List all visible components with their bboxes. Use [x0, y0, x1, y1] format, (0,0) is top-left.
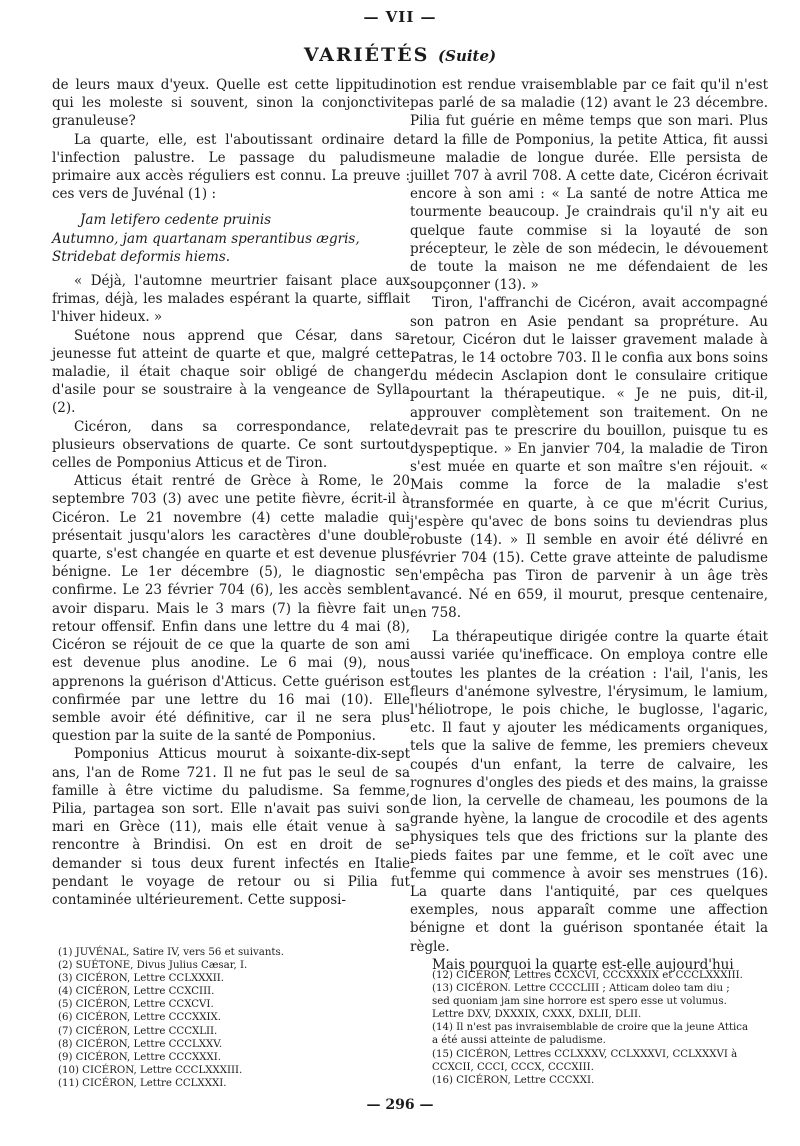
footnote: (3) CICÉRON, Lettre CCLXXXII. [58, 973, 224, 985]
footnote: (5) CICÉRON, Lettre CCXCVI. [58, 999, 214, 1011]
roman-page-number: — VII — [363, 8, 437, 26]
paragraph: La thérapeutique dirigée contre la quarte était aussi variée qu'inefficace. On employa contre elle toutes les plantes de la création : l'ail, l'anis, les fleurs d'anémone sylvestre, l'érysimum, le lamium, l'héliotrope, le pois chiche, le buglosse, l'agaric, etc. Il faut y ajouter les médicaments organiques, tels que la salive de femme, les premiers cheveux coupés d'un enfant, la terre de calvaire, les rognures d'ongles des pieds et des mains, la graisse de lion, la cervelle de chameau, les poumons de la grande hyène, la langue de crocodile et des agents physiques tels que des frictions sur la plante des pieds faites par une femme, et le coït avec une femme qui commence à avoir ses menstrues (16). La quarte dans l'antiquité, par ces quelques exemples, nous apparaît comme une affection bénigne et dont la guérison spontanée était la règle. [410, 629, 768, 955]
footnote: (8) CICÉRON, Lettre CCCLXXV. [58, 1038, 223, 1050]
footnotes-left [58, 946, 388, 1090]
footnote: (7) CICÉRON, Lettre CCCXLII. [58, 1025, 218, 1037]
footnote: (2) SUÉTONE, Divus Julius Cæsar, I. [58, 960, 248, 972]
paragraph: « Déjà, l'automne meurtrier faisant place aux frimas, déjà, les malades espérant la quarte, sifflait l'hiver hideux. » [52, 273, 410, 326]
title-text: VARIÉTÉS [303, 44, 430, 66]
footnote: (13) CICÉRON. Lettre CCCCLIII ; Atticam doleo tam diu ; sed quoniam jam sine horrore est spero esse ut volumus. Lettre DXV, DXXXIX, CXXX, DXLII, DLII. [432, 983, 730, 1021]
footnote: (1) JUVÉNAL, Satire IV, vers 56 et suivants. [58, 947, 284, 958]
paragraph: de leurs maux d'yeux. Quelle est cette lippitudino qui les moleste si souvent, sinon la conjonctivite granuleuse? [52, 77, 410, 130]
verse-line: Stridebat deformis hiems. [52, 248, 231, 265]
paragraph: Tiron, l'affranchi de Cicéron, avait accompagné son patron en Asie pendant sa propréture. Au retour, Cicéron dut le laisser gravement malade à Patras, le 14 octobre 703. Il le confia aux bons soins du médecin Asclapion dont le consulaire critique pourtant la thérapeutique. « Je ne puis, dit-il, approuver complètement son traitement. On ne devrait pas te prescrire du bouillon, puisque tu es dyspeptique. » En janvier 704, la maladie de Tiron s'est muée en quarte et son maître s'en réjouit. « Mais comme la force de la maladie s'est transformée en quarte, à ce que m'écrit Curius, j'espère qu'avec de bons soins tu deviendras plus robuste (14). » Il semble en avoir été délivré en février 704 (15). Cette grave atteinte de paludisme n'empêcha pas Tiron de parvenir à un âge très avancé. Né en 659, il mourut, presque centenaire, en 758. [410, 295, 768, 621]
footnote: (16) CICÉRON, Lettre CCCXXI. [432, 1074, 595, 1086]
latin-verse [52, 211, 410, 266]
page-number: — 296 — [366, 1097, 434, 1113]
footnote: (11) CICÉRON, Lettre CCLXXXI. [58, 1077, 227, 1089]
paragraph: Suétone nous apprend que César, dans sa jeunesse fut atteint de quarte et que, malgré cette maladie, il était chaque soir obligé de changer d'asile pour se soustraire à la vengeance de Sylla (2). [52, 327, 410, 417]
paragraph: La quarte, elle, est l'aboutissant ordinaire de l'infection palustre. Le passage du paludisme primaire aux accès réguliers est connu. La preuve : ces vers de Juvénal (1) : [52, 131, 410, 203]
paragraph: Pomponius Atticus mourut à soixante-dix-sept ans, l'an de Rome 721. Il ne fut pas le seul de sa famille à être victime du paludisme. Sa femme, Pilia, partagea son sort. Elle n'avait pas suivi son mari en Grèce (11), mais elle était venue à sa rencontre à Brindisi. On est en droit de se demander si tous deux furent infectés en Italie pendant le voyage de retour ou si Pilia fut contaminée ultérieurement. Cette supposi- [52, 746, 410, 908]
paragraph: Atticus était rentré de Grèce à Rome, le 20 septembre 703 (3) avec une petite fièvre, écrit-il à Cicéron. Le 21 novembre (4) cette maladie qui présentait jusqu'alors les caractères d'une double quarte, s'est changée en quarte et est devenue plus bénigne. Le 1er décembre (5), le diagnostic se confirme. Le 23 février 704 (6), les accès semblent avoir disparu. Mais le 3 mars (7) la fièvre fait un retour offensif. Enfin dans une lettre du 4 mai (8), Cicéron se réjouit de ce que la quarte de son ami est devenue plus anodine. Le 6 mai (9), nous apprenons la guérison d'Atticus. Cette guérison est confirmée par une lettre du 16 mai (10). Elle semble avoir été définitive, car il ne sera plus question par la suite de la santé de Pomponius. [52, 473, 410, 745]
footnote: (9) CICÉRON, Lettre CCCXXXI. [58, 1051, 222, 1063]
footnote: (10) CICÉRON, Lettre CCCLXXXIII. [58, 1064, 243, 1076]
footnote: (12) CICÉRON, Lettres CCXCVI, CCCXXXIX et CCCLXXXIII. [432, 970, 743, 981]
verse-line: Jam letifero cedente pruinis [80, 212, 272, 229]
title-suffix: (Suite) [438, 47, 497, 65]
paragraph: Mais pourquoi la quarte est-elle aujourd'hui [432, 956, 734, 973]
footnote: (6) CICÉRON, Lettre CCCXXIX. [58, 1012, 222, 1024]
footnote: (14) Il n'est pas invraisemblable de croire que la jeune Attica a été aussi atteinte de paludisme. [432, 1022, 749, 1047]
footnotes-right [432, 969, 750, 1087]
paragraph: tion est rendue vraisemblable par ce fait qu'il n'est pas parlé de sa maladie (12) avant le 23 décembre. Pilia fut guérie en même temps que son mari. Plus tard la fille de Pomponius, la petite Attica, fit aussi une maladie de longue durée. Elle persista de juillet 707 à avril 708. A cette date, Cicéron écrivait encore à son ami : « La santé de notre Attica me tourmente beaucoup. Je craindrais qu'il n'y ait eu quelque faute commise si la loyauté de son précepteur, le zèle de son médecin, le dévouement de toute la maison ne me défendaient de les soupçonner (13). » [410, 77, 768, 294]
paragraph: Cicéron, dans sa correspondance, relate plusieurs observations de quarte. Ce sont surtout celles de Pomponius Atticus et de Tiron. [52, 418, 410, 472]
right-column [410, 76, 768, 974]
verse-line: Autumno, jam quartanam sperantibus ægris, [52, 230, 360, 247]
footnote: (4) CICÉRON, Lettre CCXCIII. [58, 986, 215, 998]
left-column [52, 76, 410, 909]
footnote: (15) CICÉRON, Lettres CCLXXXV, CCLXXXVI, CCLXXXVI à CCXCII, CCCI, CCCX, CCCXIII. [432, 1048, 738, 1073]
page-title [0, 44, 800, 66]
